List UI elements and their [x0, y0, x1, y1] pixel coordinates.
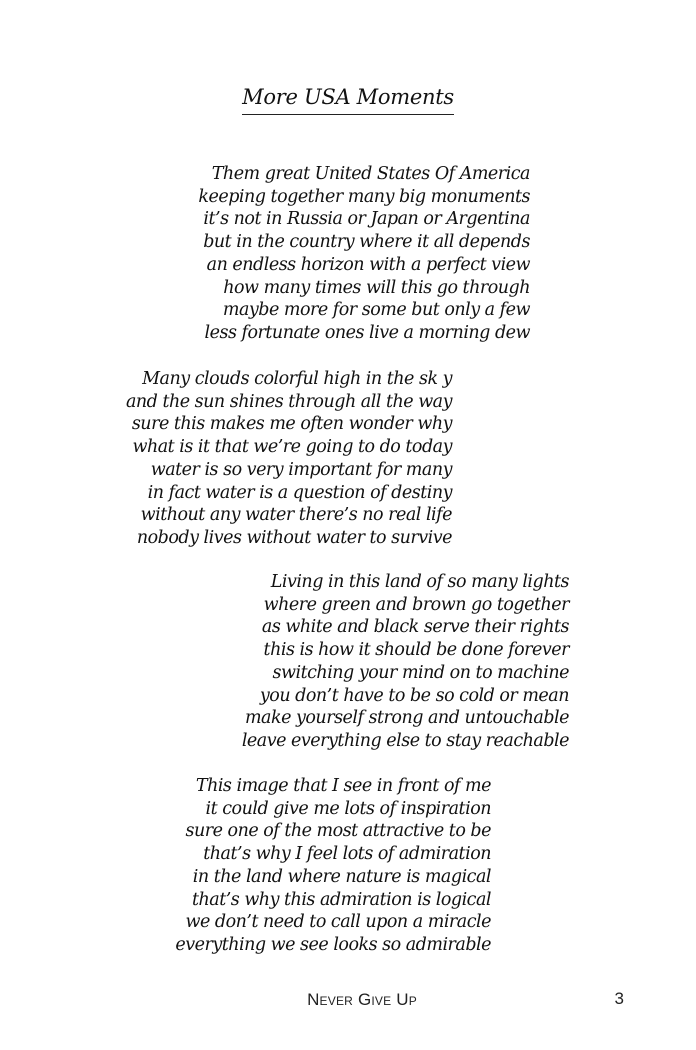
- poem-line: what is it that we’re going to do today: [132, 437, 452, 458]
- poem-line: This image that I see in front of me: [195, 776, 491, 796]
- footer-book-title: Never Give Up: [307, 990, 417, 1009]
- poem-line: nobody lives without water to survive: [136, 527, 452, 548]
- poem-line: that’s why this admiration is logical: [191, 889, 491, 910]
- poem-line: maybe more for some but only a few: [222, 300, 530, 321]
- poem-line: and the sun shines through all the way: [125, 391, 452, 412]
- poem-line: as white and black serve their rights: [261, 617, 569, 638]
- poem-line: in fact water is a question of destiny: [147, 482, 452, 503]
- poem-line: sure this makes me often wonder why: [131, 414, 452, 435]
- poem-line: it’s not in Russia or Japan or Argentina: [203, 209, 530, 230]
- stanza-4: [175, 775, 491, 957]
- poem-line: you don’t have to be so cold or mean: [259, 685, 569, 706]
- poem-line: it could give me lots of inspiration: [205, 798, 491, 819]
- page-number: 3: [614, 989, 624, 1008]
- poem-line: keeping together many big monuments: [198, 186, 530, 207]
- poem-line: in the land where nature is magical: [192, 866, 491, 887]
- poem-line: sure one of the most attractive to be: [185, 821, 491, 842]
- poem-line: switching your mind on to machine: [272, 662, 569, 683]
- poem-line: we don’t need to call upon a miracle: [185, 912, 491, 933]
- stanza-2: [126, 368, 452, 550]
- poem-title: More USA Moments: [242, 84, 454, 115]
- poem-line: but in the country where it all depends: [203, 232, 530, 253]
- poem-line: where green and brown go together: [263, 594, 569, 615]
- poem-line: that’s why I feel lots of admiration: [203, 844, 491, 865]
- poem-line: leave everything else to stay reachable: [241, 730, 569, 751]
- poem-line: less fortunate ones live a morning dew: [204, 322, 530, 343]
- poem-line: how many times will this go through: [223, 277, 530, 298]
- poem-line: Living in this land of so many lights: [270, 572, 569, 592]
- poem-line: make yourself strong and untouchable: [244, 708, 569, 729]
- poem-title-container: [0, 84, 696, 115]
- poem-line: Many clouds colorful high in the sk y: [142, 369, 452, 389]
- poem-line: an endless horizon with a perfect view: [206, 254, 530, 275]
- poem-line: everything we see looks so admirable: [175, 934, 491, 955]
- poem-line: this is how it should be done forever: [263, 640, 569, 661]
- stanza-3: [242, 571, 569, 753]
- poem-line: without any water there’s no real life: [140, 505, 452, 526]
- poem-line: water is so very important for many: [150, 459, 452, 480]
- stanza-1: [198, 163, 530, 345]
- poem-line: Them great United States Of America: [211, 164, 530, 184]
